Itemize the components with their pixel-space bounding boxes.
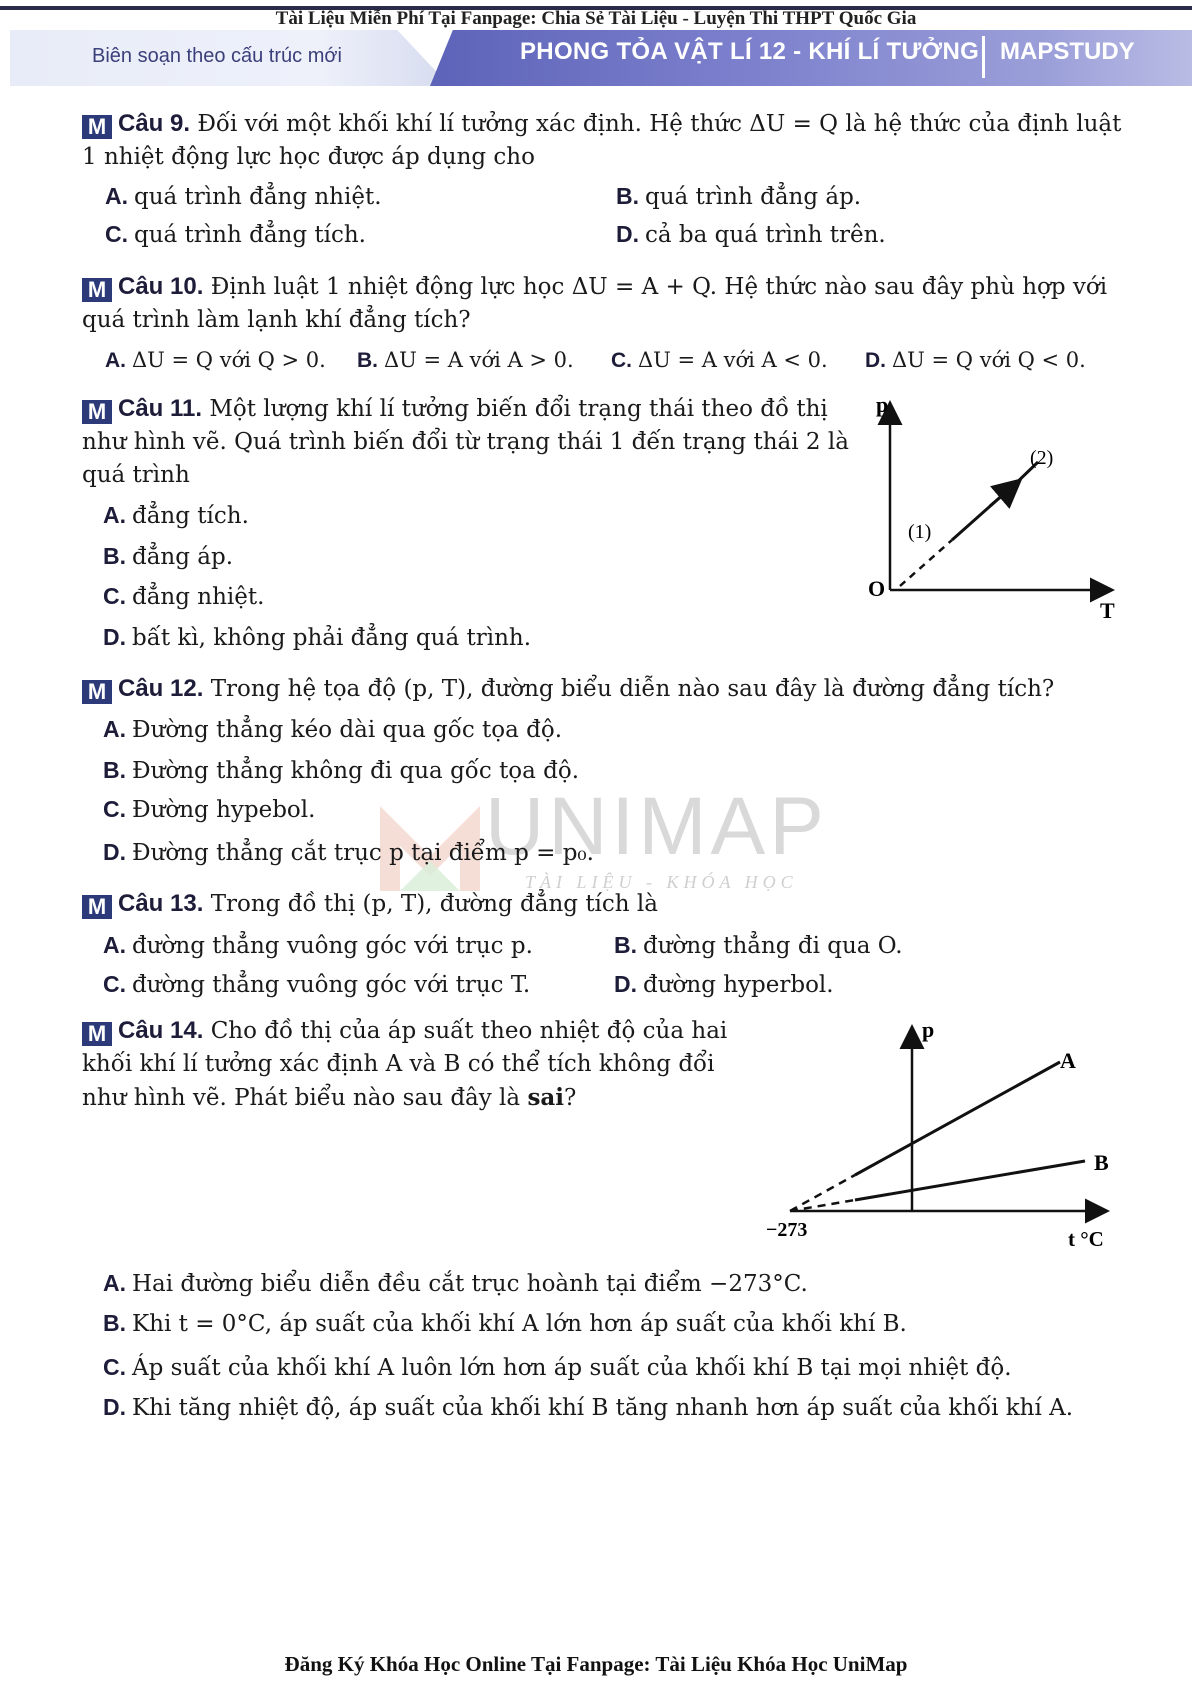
extension-dashed — [900, 540, 952, 586]
option-text: Khi tăng nhiệt độ, áp suất của khối khí B tăng nhanh hơn áp suất của khối khí A. — [132, 1395, 1074, 1421]
banner-brand: MAPSTUDY — [1000, 38, 1135, 65]
q13-option-a[interactable] — [103, 930, 533, 961]
t-axis-label: T — [1100, 598, 1115, 623]
q9-option-b[interactable] — [616, 181, 861, 212]
x-tick-label: −273 — [766, 1219, 808, 1241]
question-14-stem — [82, 1014, 762, 1115]
option-letter: B. — [614, 932, 637, 958]
option-text: đường thẳng vuông góc với trục p. — [132, 933, 533, 959]
q12-option-d[interactable] — [103, 837, 594, 868]
header-top-line: Tài Liệu Miễn Phí Tại Fanpage: Chia Sẻ Tài Liệu - Luyện Thi THPT Quốc Gia — [275, 8, 917, 29]
level-badge: M — [82, 115, 112, 139]
option-letter: C. — [611, 349, 632, 372]
option-letter: A. — [103, 932, 126, 958]
q12-option-b[interactable] — [103, 755, 579, 786]
question-text: Đối với một khối khí lí tưởng xác định. Hệ thức ΔU = Q là hệ thức của định luật 1 nhiệt động lực học được áp dụng cho — [82, 111, 1122, 170]
option-text: đẳng nhiệt. — [132, 584, 265, 610]
option-text: ΔU = A với A > 0. — [384, 348, 574, 372]
level-badge: M — [82, 895, 112, 919]
option-letter: C. — [103, 796, 126, 822]
header-banner — [0, 30, 1192, 86]
p-axis-label: p — [922, 1017, 935, 1042]
option-letter: B. — [103, 543, 126, 569]
option-letter: C. — [103, 583, 126, 609]
option-letter: D. — [103, 624, 126, 650]
question-9-stem — [82, 107, 1132, 174]
q14-pt-graph — [760, 1015, 1130, 1255]
line-a-label: A — [1060, 1048, 1076, 1073]
question-label: Câu 11. — [118, 395, 203, 422]
option-text: quá trình đẳng nhiệt. — [134, 184, 382, 210]
question-text: Một lượng khí lí tưởng biến đổi trạng thái theo đồ thị như hình vẽ. Quá trình biến đổi từ trạng thái 1 đến trạng thái 2 là quá trình — [82, 396, 849, 488]
line-b-label: B — [1094, 1150, 1109, 1175]
option-text: quá trình đẳng áp. — [645, 184, 862, 210]
q9-option-d[interactable] — [616, 219, 886, 250]
state-2-label: (2) — [1030, 447, 1054, 469]
question-label: Câu 12. — [118, 675, 204, 702]
option-letter: D. — [103, 1394, 126, 1420]
level-badge: M — [82, 278, 112, 302]
question-12-stem — [82, 672, 1132, 706]
page-footer: Đăng Ký Khóa Học Online Tại Fanpage: Tài Liệu Khóa Học UniMap — [284, 1652, 908, 1676]
option-text: Đường hypebol. — [132, 797, 316, 823]
option-letter: B. — [103, 1310, 126, 1336]
question-text: Cho đồ thị của áp suất theo nhiệt độ của hai khối khí lí tưởng xác định A và B có thể tích không đổi như hình vẽ. Phát biểu nào sau đây là — [82, 1018, 728, 1111]
level-badge: M — [82, 400, 112, 424]
option-letter: D. — [103, 839, 126, 865]
option-text: Đường thẳng kéo dài qua gốc tọa độ. — [132, 717, 563, 743]
option-text: quá trình đẳng tích. — [134, 222, 366, 248]
question-10-stem — [82, 270, 1132, 337]
q12-option-c[interactable] — [103, 794, 315, 825]
option-letter: A. — [103, 1270, 126, 1296]
level-badge: M — [82, 1022, 112, 1046]
q10-option-b[interactable] — [357, 345, 574, 376]
option-text: Đường thẳng cắt trục p tại điểm p = p₀. — [132, 840, 594, 866]
q14-option-d[interactable] — [103, 1392, 1073, 1423]
q10-option-a[interactable] — [105, 345, 326, 376]
option-letter: D. — [614, 971, 637, 997]
option-letter: B. — [357, 349, 378, 372]
option-text: Khi t = 0°C, áp suất của khối khí A lớn hơn áp suất của khối khí B. — [132, 1311, 907, 1337]
q9-option-a[interactable] — [105, 181, 382, 212]
question-emphasis: sai — [527, 1084, 565, 1111]
option-letter: C. — [103, 1354, 126, 1380]
option-text: đường thẳng đi qua O. — [643, 933, 903, 959]
option-text: Đường thẳng không đi qua gốc tọa độ. — [132, 758, 580, 784]
q14-option-a[interactable] — [103, 1268, 808, 1299]
option-text: cả ba quá trình trên. — [645, 222, 886, 248]
banner-separator — [982, 36, 985, 78]
question-11-stem — [82, 392, 862, 492]
q13-option-c[interactable] — [103, 969, 530, 1000]
option-letter: A. — [103, 716, 126, 742]
question-text: Trong đồ thị (p, T), đường đẳng tích là — [210, 891, 658, 917]
question-label: Câu 13. — [118, 890, 204, 917]
q10-option-d[interactable] — [865, 345, 1086, 376]
question-label: Câu 10. — [118, 273, 204, 300]
question-13-stem — [82, 887, 1132, 921]
question-text: Định luật 1 nhiệt động lực học ΔU = A + Q. Hệ thức nào sau đây phù hợp với quá trình làm lạnh khí đẳng tích? — [82, 274, 1108, 333]
q11-option-a[interactable] — [103, 500, 249, 531]
option-text: ΔU = Q với Q > 0. — [132, 348, 326, 372]
option-letter: C. — [105, 221, 128, 247]
option-letter: A. — [105, 349, 126, 372]
option-text: đường thẳng vuông góc với trục T. — [132, 972, 531, 998]
q11-option-b[interactable] — [103, 541, 233, 572]
state-1-label: (1) — [908, 521, 932, 543]
origin-label: O — [868, 576, 886, 601]
option-text: ΔU = A với A < 0. — [638, 348, 828, 372]
option-letter: C. — [103, 971, 126, 997]
option-text: Áp suất của khối khí A luôn lớn hơn áp suất của khối khí B tại mọi nhiệt độ. — [132, 1355, 1012, 1381]
line-b-dashed — [790, 1200, 855, 1211]
line-b — [855, 1161, 1085, 1200]
q11-pt-graph — [860, 390, 1120, 630]
option-text: ΔU = Q với Q < 0. — [892, 348, 1086, 372]
line-a — [855, 1062, 1060, 1175]
watermark-subtext: TÀI LIỆU - KHÓA HỌC — [525, 872, 798, 892]
banner-subtitle: Biên soạn theo cấu trúc mới — [92, 45, 342, 67]
q10-option-c[interactable] — [611, 345, 828, 376]
option-text: đẳng tích. — [132, 503, 249, 529]
q13-option-d[interactable] — [614, 969, 834, 1000]
question-label: Câu 14. — [118, 1017, 204, 1044]
question-text-end: ? — [564, 1085, 577, 1111]
option-letter: A. — [105, 183, 128, 209]
q13-option-b[interactable] — [614, 930, 903, 961]
q14-option-c[interactable] — [103, 1352, 1012, 1383]
option-letter: B. — [103, 757, 126, 783]
option-text: đường hyperbol. — [643, 972, 834, 998]
option-text: Hai đường biểu diễn đều cắt trục hoành tại điểm −273°C. — [132, 1271, 808, 1297]
q11-option-c[interactable] — [103, 581, 264, 612]
t-axis-label: t °C — [1068, 1227, 1104, 1251]
option-text: đẳng áp. — [132, 544, 234, 570]
question-text: Trong hệ tọa độ (p, T), đường biểu diễn nào sau đây là đường đẳng tích? — [210, 676, 1055, 702]
option-text: bất kì, không phải đẳng quá trình. — [132, 625, 532, 651]
q12-option-a[interactable] — [103, 714, 562, 745]
banner-title: PHONG TỎA VẬT LÍ 12 - KHÍ LÍ TƯỞNG — [520, 38, 980, 65]
option-letter: D. — [865, 349, 886, 372]
q9-option-c[interactable] — [105, 219, 366, 250]
q11-option-d[interactable] — [103, 622, 531, 653]
option-letter: D. — [616, 221, 639, 247]
p-axis-label: p — [876, 392, 889, 417]
option-letter: A. — [103, 502, 126, 528]
level-badge: M — [82, 680, 112, 704]
q14-option-b[interactable] — [103, 1308, 907, 1339]
option-letter: B. — [616, 183, 639, 209]
question-label: Câu 9. — [118, 110, 191, 137]
watermark-text: UNIMAP — [485, 781, 828, 872]
